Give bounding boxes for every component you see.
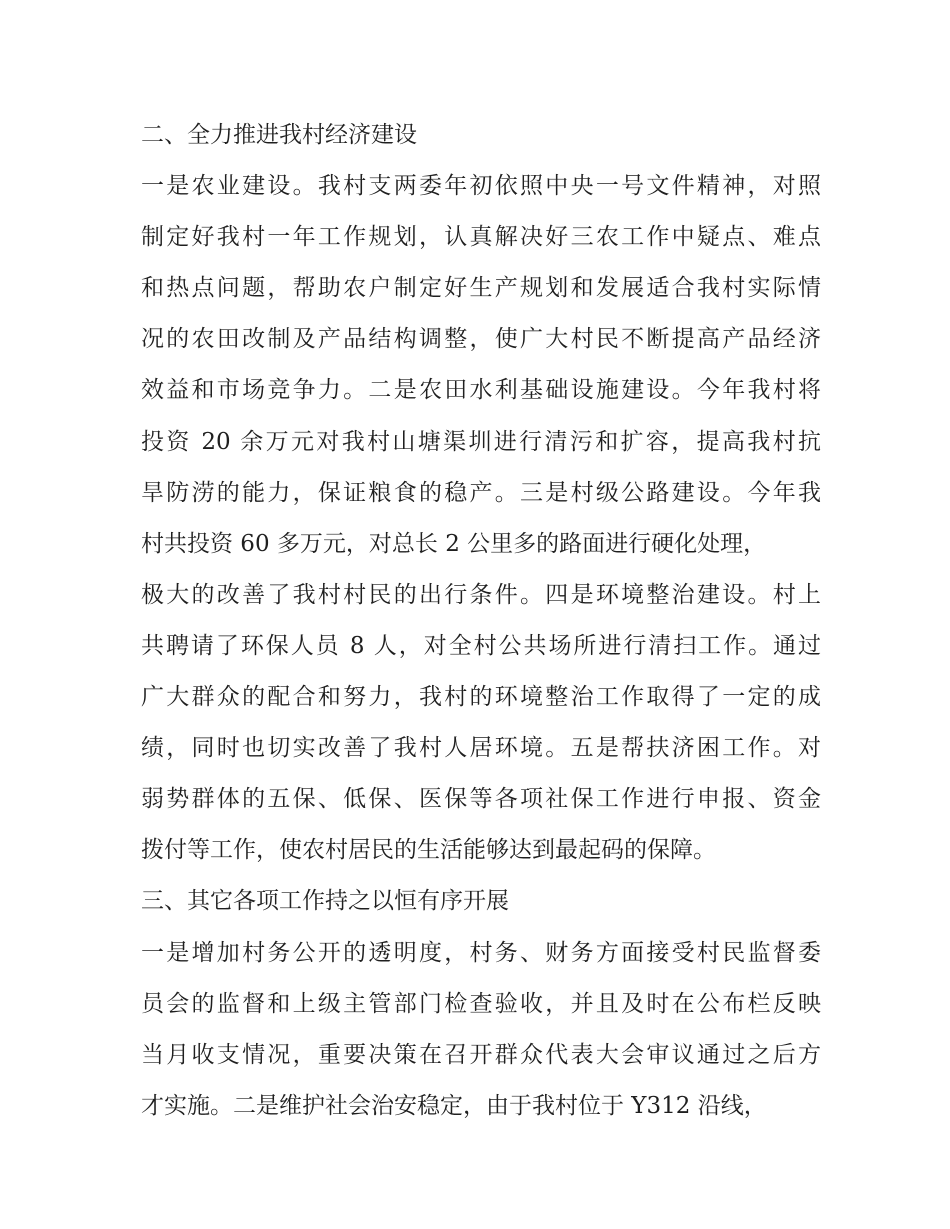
paragraph-line: 况的农田改制及产品结构调整，使广大村民不断提高产品经济 [141,326,821,353]
paragraph-line: 员会的监督和上级主管部门检查验收，并且及时在公布栏反映 [141,990,821,1017]
paragraph-line: 当月收支情况，重要决策在召开群众代表大会审议通过之后方 [141,1041,821,1068]
paragraph-line: 绩，同时也切实改善了我村人居环境。五是帮扶济困工作。对 [141,735,821,762]
paragraph-line: 弱势群体的五保、低保、医保等各项社保工作进行申报、资金 [141,786,821,813]
paragraph-line: 一是增加村务公开的透明度，村务、财务方面接受村民监督委 [141,939,821,966]
paragraph-line: 广大群众的配合和努力，我村的环境整治工作取得了一定的成 [141,684,821,711]
paragraph-line: 拨付等工作，使农村居民的生活能够达到最起码的保障。 [141,837,716,864]
section-heading-economic-construction: 二、全力推进我村经济建设 [141,122,417,148]
paragraph-line: 效益和市场竞争力。二是农田水利基础设施建设。今年我村将 [141,377,821,404]
document-body [141,110,821,1132]
paragraph-line: 旱防涝的能力，保证粮食的稳产。三是村级公路建设。今年我 [141,479,821,506]
paragraph-line: 一是农业建设。我村支两委年初依照中央一号文件精神，对照 [141,173,821,200]
paragraph-line: 才实施。二是维护社会治安稳定，由于我村位于 Y312 沿线， [141,1092,767,1119]
paragraph-line: 极大的改善了我村村民的出行条件。四是环境整治建设。村上 [141,581,821,608]
paragraph-line: 投资 20 余万元对我村山塘渠圳进行清污和扩容，提高我村抗 [141,428,821,455]
section-heading-other-work: 三、其它各项工作持之以恒有序开展 [141,888,509,915]
paragraph-line: 制定好我村一年工作规划，认真解决好三农工作中疑点、难点 [141,224,821,251]
paragraph-line: 共聘请了环保人员 8 人，对全村公共场所进行清扫工作。通过 [141,632,821,659]
paragraph-line: 村共投资 60 多万元，对总长 2 公里多的路面进行硬化处理， [141,530,767,557]
paragraph-line: 和热点问题，帮助农户制定好生产规划和发展适合我村实际情 [141,275,821,302]
